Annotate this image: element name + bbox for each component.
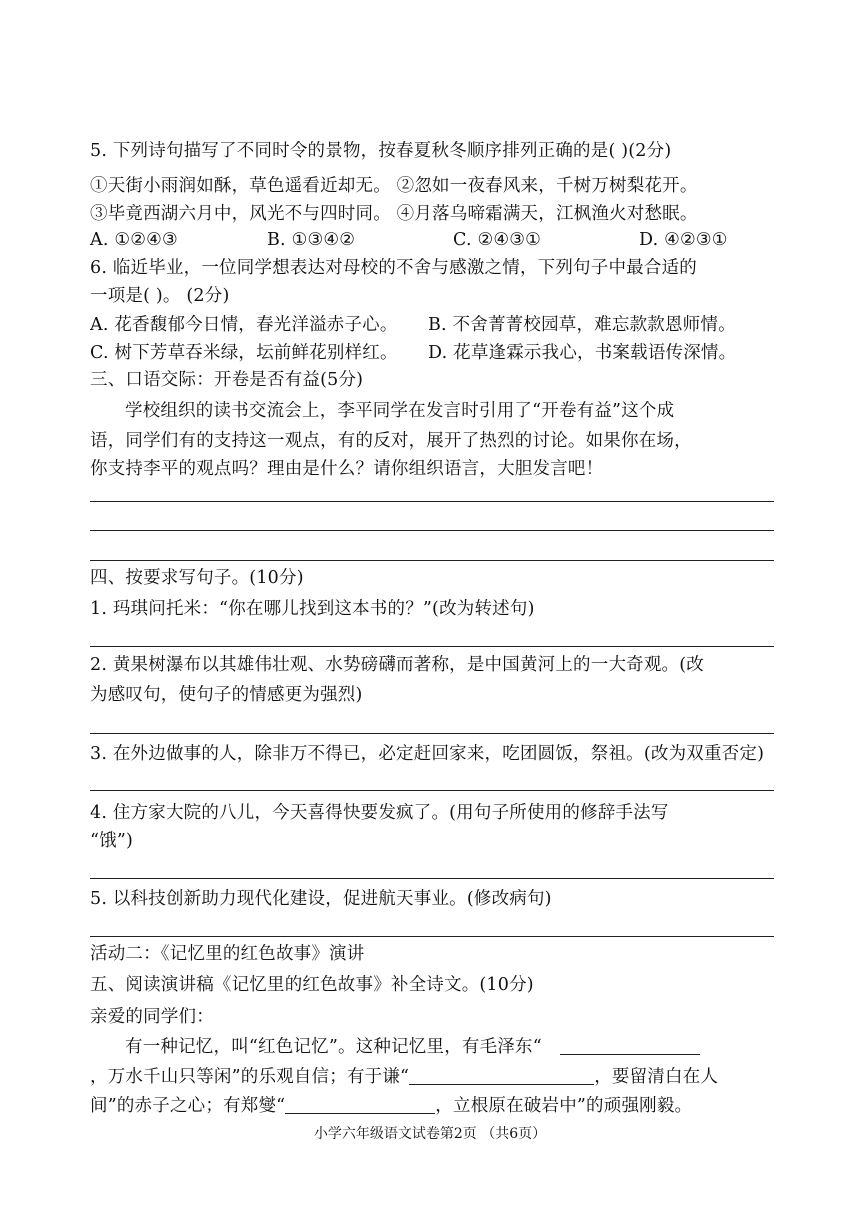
section-3-paragraph-line-2: 语，同学们有的支持这一观点，有的反对，展开了热烈的讨论。如果你在场， [90, 431, 692, 451]
answer-line[interactable] [90, 936, 774, 937]
speech-text: ，要留清白在人 [594, 1067, 719, 1087]
answer-line[interactable] [90, 878, 774, 879]
section-4-q1: 1. 玛琪问托米：“你在哪儿找到这本书的？”(改为转述句) [90, 599, 535, 619]
section-3-paragraph-line-1: 学校组织的读书交流会上，李平同学在发言时引用了“开卷有益”这个成 [125, 401, 675, 421]
speech-line-2 [90, 1063, 774, 1091]
q6-option-b: B. 不舍菁菁校园草，难忘款款恩师情。 [428, 315, 736, 335]
q5-options [90, 226, 774, 254]
answer-line[interactable] [90, 560, 774, 561]
section-4-q4-line-2: “饿”) [90, 831, 134, 851]
section-4-q5: 5. 以科技创新助力现代化建设，促进航天事业。(修改病句) [90, 889, 552, 909]
q6-options-row-2 [90, 339, 774, 367]
speech-text: ，万水千山只等闲”的乐观自信；有于谦“ [90, 1067, 410, 1087]
answer-line[interactable] [90, 646, 774, 647]
page-footer: 小学六年级语文试卷第2页 （共6页） [313, 1126, 547, 1142]
q5-poem-line-1: ①天街小雨润如酥，草色遥看近却无。 ②忽如一夜春风来，千树万树梨花开。 [90, 176, 698, 196]
speech-greeting: 亲爱的同学们： [90, 1007, 214, 1027]
section-4-q3: 3. 在外边做事的人，除非万不得已，必定赶回家来，吃团圆饭，祭祖。(改为双重否定) [90, 744, 765, 764]
activity-two-heading: 活动二：《记忆里的红色故事》演讲 [90, 944, 365, 964]
section-4-q2-line-1: 2. 黄果树瀑布以其雄伟壮观、水势磅礴而著称，是中国黄河上的一大奇观。(改 [90, 655, 704, 675]
q5-option-a: A. ①②④③ [90, 230, 178, 250]
section-4-title: 四、按要求写句子。(10分) [90, 568, 304, 588]
q5-option-b: B. ①③④② [267, 230, 356, 250]
q6-option-a: A. 花香馥郁今日情，春光洋溢赤子心。 [90, 315, 398, 335]
answer-line[interactable] [90, 790, 774, 791]
q6-option-c: C. 树下芳草吞米绿，坛前鲜花别样红。 [90, 343, 398, 363]
answer-line[interactable] [90, 530, 774, 531]
q6-options-row-1 [90, 311, 774, 339]
q5-option-d: D. ④②③① [639, 230, 728, 250]
section-5-title: 五、阅读演讲稿《记忆里的红色故事》补全诗文。(10分) [90, 975, 534, 995]
fill-blank[interactable] [409, 1064, 594, 1085]
q6-option-d: D. 花草逢霖示我心，书案载语传深情。 [428, 343, 737, 363]
q5-stem: 5. 下列诗句描写了不同时令的景物，按春夏秋冬顺序排列正确的是( )(2分) [90, 141, 672, 161]
speech-line-1 [90, 1033, 774, 1061]
q5-poem-line-2: ③毕竟西湖六月中，风光不与四时同。 ④月落乌啼霜满天，江枫渔火对愁眠。 [90, 204, 698, 224]
section-3-title: 三、口语交际：开卷是否有益(5分) [90, 370, 364, 390]
speech-text: 有一种记忆，叫“红色记忆”。这种记忆里，有毛泽东“ [125, 1037, 542, 1057]
section-3-paragraph-line-3: 你支持李平的观点吗？理由是什么？请你组织语言，大胆发言吧！ [90, 459, 604, 479]
fill-blank[interactable] [560, 1034, 700, 1055]
q5-option-c: C. ②④③① [453, 230, 542, 250]
speech-text: ，立根原在破岩中”的顽强刚毅。 [435, 1096, 693, 1116]
answer-line[interactable] [90, 733, 774, 734]
q6-stem-1: 6. 临近毕业，一位同学想表达对母校的不舍与感激之情，下列句子中最合适的 [90, 258, 697, 278]
section-4-q2-line-2: 为感叹句，使句子的情感更为强烈) [90, 685, 363, 705]
answer-line[interactable] [90, 501, 774, 502]
speech-text: 间”的赤子之心；有郑燮“ [90, 1096, 286, 1116]
section-4-q4-line-1: 4. 住方家大院的八儿，今天喜得快要发疯了。(用句子所使用的修辞手法写 [90, 803, 669, 823]
q6-stem-2: 一项是( )。 (2分) [90, 286, 230, 306]
fill-blank[interactable] [285, 1093, 435, 1114]
speech-line-3 [90, 1092, 774, 1120]
